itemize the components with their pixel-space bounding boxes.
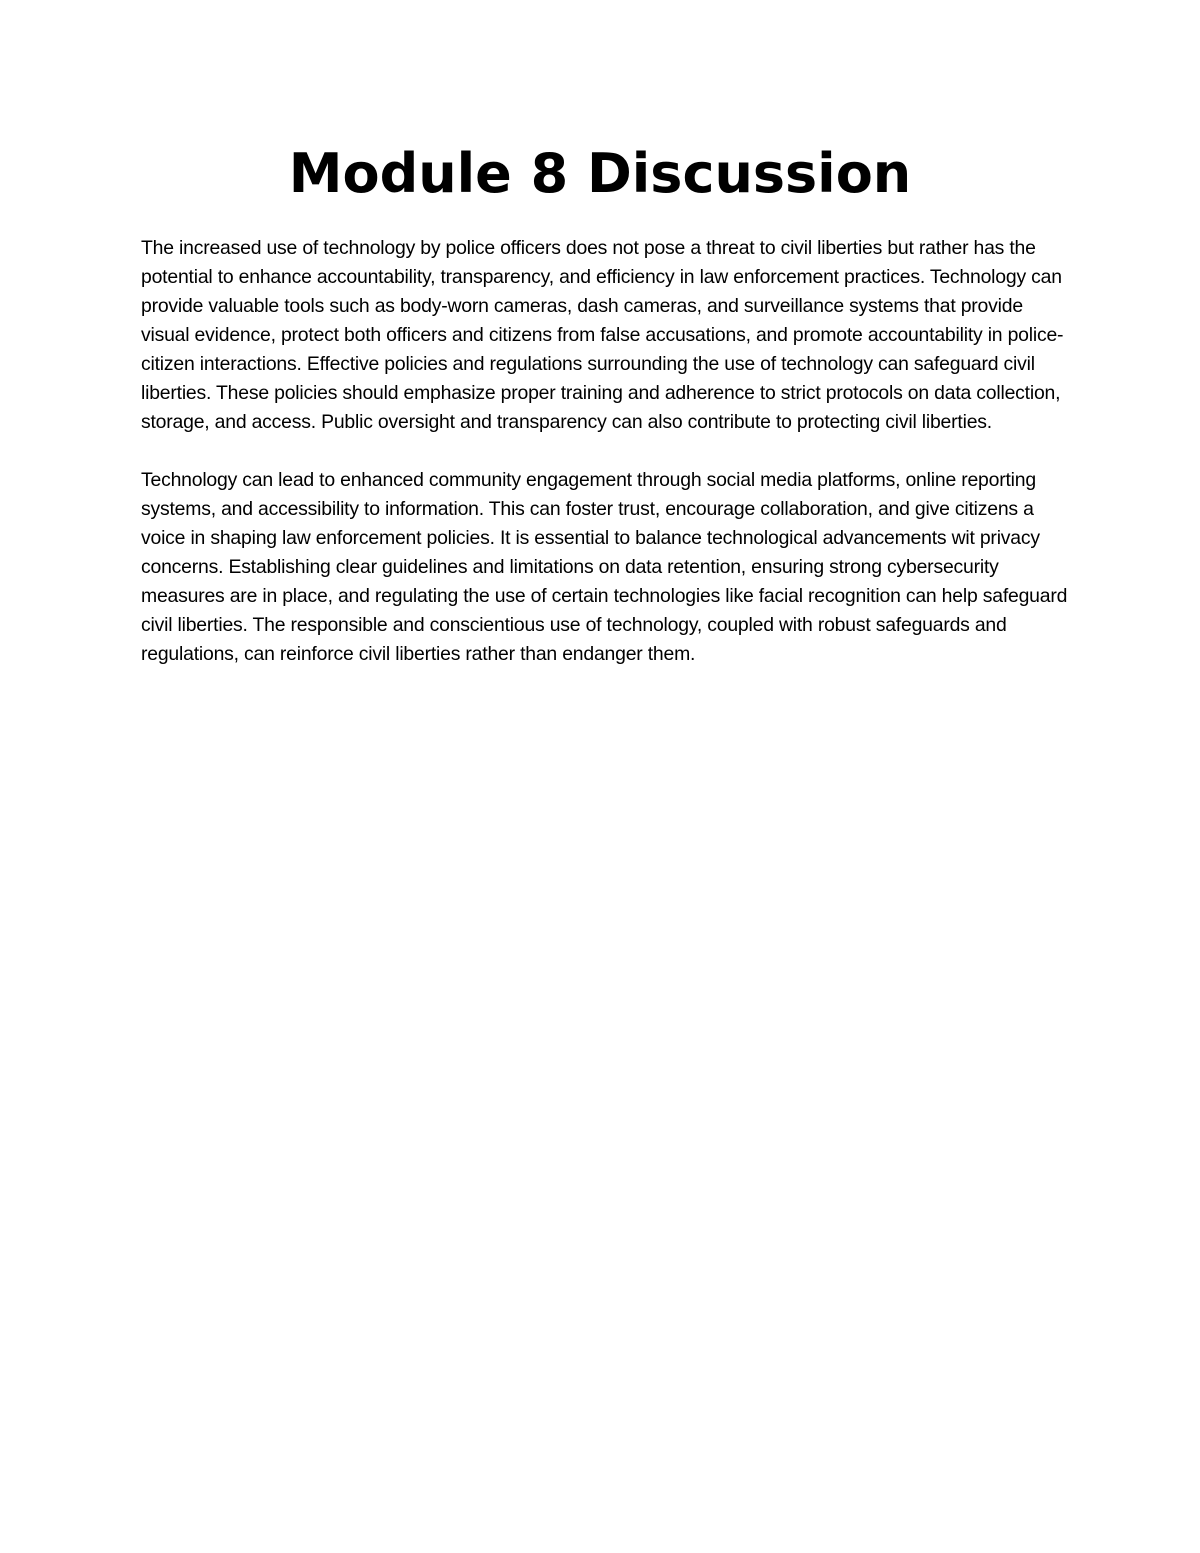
page-title: Module 8 Discussion <box>288 142 912 205</box>
paragraph-spacer <box>141 437 1071 466</box>
document-body <box>141 234 1071 669</box>
paragraph-1: The increased use of technology by police officers does not pose a threat to civil liberties but rather has the potential to enhance accountability, transparency, and efficiency in law enforcement practices. Technology can provide valuable tools such as body-worn cameras, dash cameras, and surveillance systems that provide visual evidence, protect both officers and citizens from false accusations, and promote accountability in police-citizen interactions. Effective policies and regulations surrounding the use of technology can safeguard civil liberties. These policies should emphasize proper training and adherence to strict protocols on data collection, storage, and access. Public oversight and transparency can also contribute to protecting civil liberties. <box>141 237 1064 433</box>
paragraph-2: Technology can lead to enhanced community engagement through social media platforms, online reporting systems, and accessibility to information. This can foster trust, encourage collaboration, and give citizens a voice in shaping law enforcement policies. It is essential to balance technological advancements wit privacy concerns. Establishing clear guidelines and limitations on data retention, ensuring strong cybersecurity measures are in place, and regulating the use of certain technologies like facial recognition can help safeguard civil liberties. The responsible and conscientious use of technology, coupled with robust safeguards and regulations, can reinforce civil liberties rather than endanger them. <box>141 469 1068 665</box>
